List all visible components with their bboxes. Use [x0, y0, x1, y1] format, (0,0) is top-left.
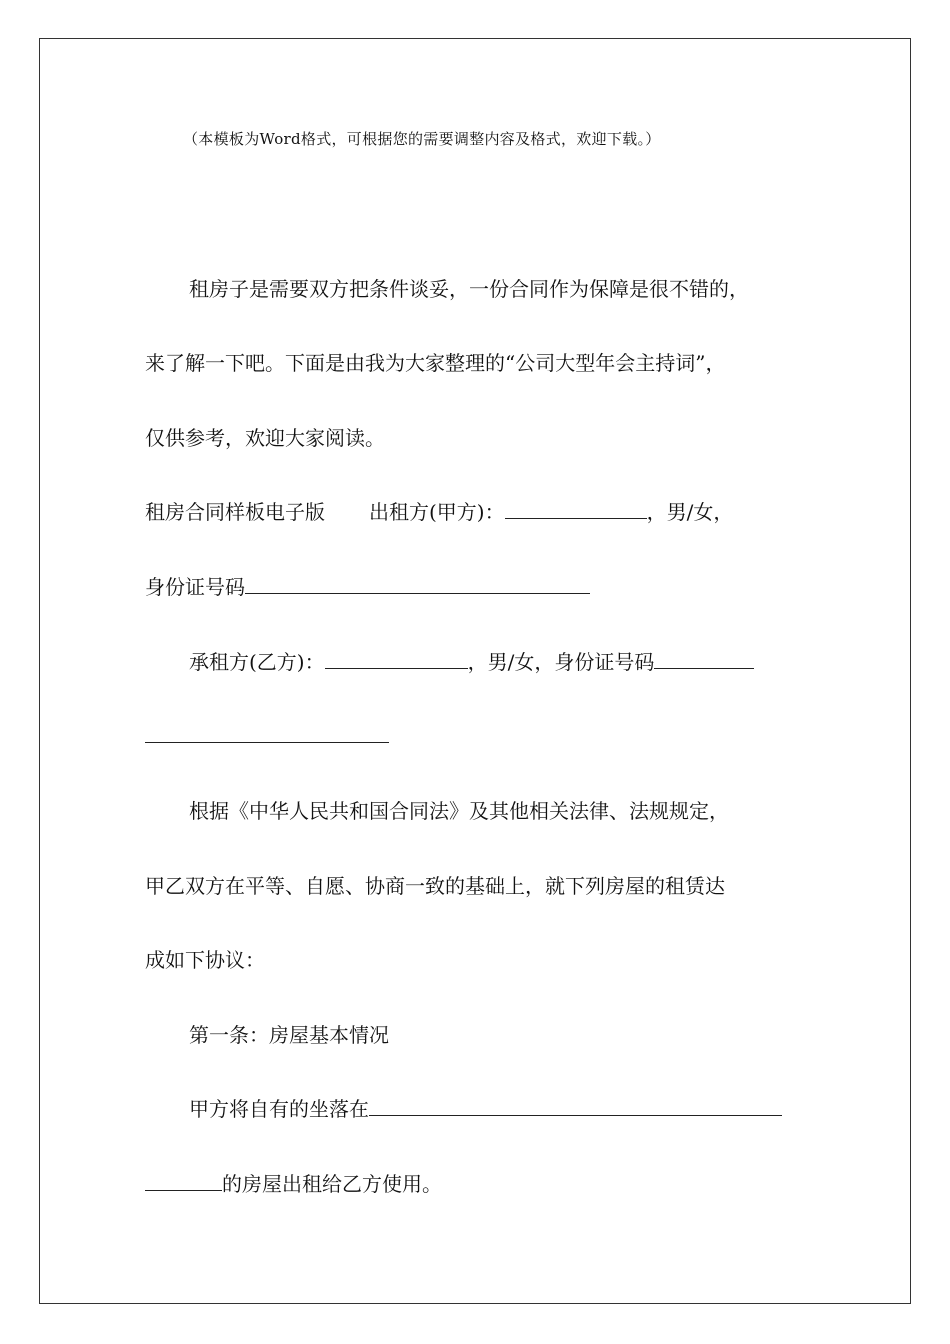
intro-line-1: 租房子是需要双方把条件谈妥，一份合同作为保障是很不错的， [189, 277, 749, 301]
lessor-id-row [145, 573, 590, 601]
lessor-id-label: 身份证号码 [145, 575, 245, 599]
lessee-id-continuation [145, 722, 389, 750]
lessor-row [145, 498, 733, 526]
template-note: （本模板为Word格式，可根据您的需要调整内容及格式，欢迎下载。） [183, 130, 661, 148]
basis-line-2: 甲乙双方在平等、自愿、协商一致的基础上，就下列房屋的租赁达 [145, 874, 725, 898]
basis-line-1: 根据《中华人民共和国合同法》及其他相关法律、法规规定， [189, 799, 729, 823]
article1-use-text: 的房屋出租给乙方使用。 [222, 1172, 442, 1196]
property-location-blank-cont[interactable] [145, 1170, 222, 1191]
lessor-name-blank[interactable] [505, 498, 647, 519]
lessee-row [189, 648, 754, 676]
lessee-id-blank-cont[interactable] [145, 722, 389, 743]
article1-line-2 [145, 1170, 442, 1198]
lessor-id-blank[interactable] [245, 573, 590, 594]
contract-title: 租房合同样板电子版 [145, 500, 325, 524]
basis-line-3: 成如下协议： [145, 948, 265, 972]
lessee-name-blank[interactable] [325, 648, 468, 669]
intro-line-3: 仅供参考，欢迎大家阅读。 [145, 426, 385, 450]
lessor-label: 出租方(甲方)： [369, 500, 505, 524]
article1-location-label: 甲方将自有的坐落在 [189, 1097, 369, 1121]
lessee-gender: ，男/女，身份证号码 [467, 650, 655, 674]
article1-line-1 [189, 1095, 782, 1123]
property-location-blank[interactable] [369, 1095, 782, 1116]
intro-line-2: 来了解一下吧。下面是由我为大家整理的“公司大型年会主持词”， [145, 351, 726, 375]
lessee-id-blank[interactable] [654, 648, 754, 669]
lessee-label: 承租方(乙方)： [189, 650, 325, 674]
lessor-gender: ，男/女， [646, 500, 734, 524]
article1-title: 第一条：房屋基本情况 [189, 1023, 389, 1047]
